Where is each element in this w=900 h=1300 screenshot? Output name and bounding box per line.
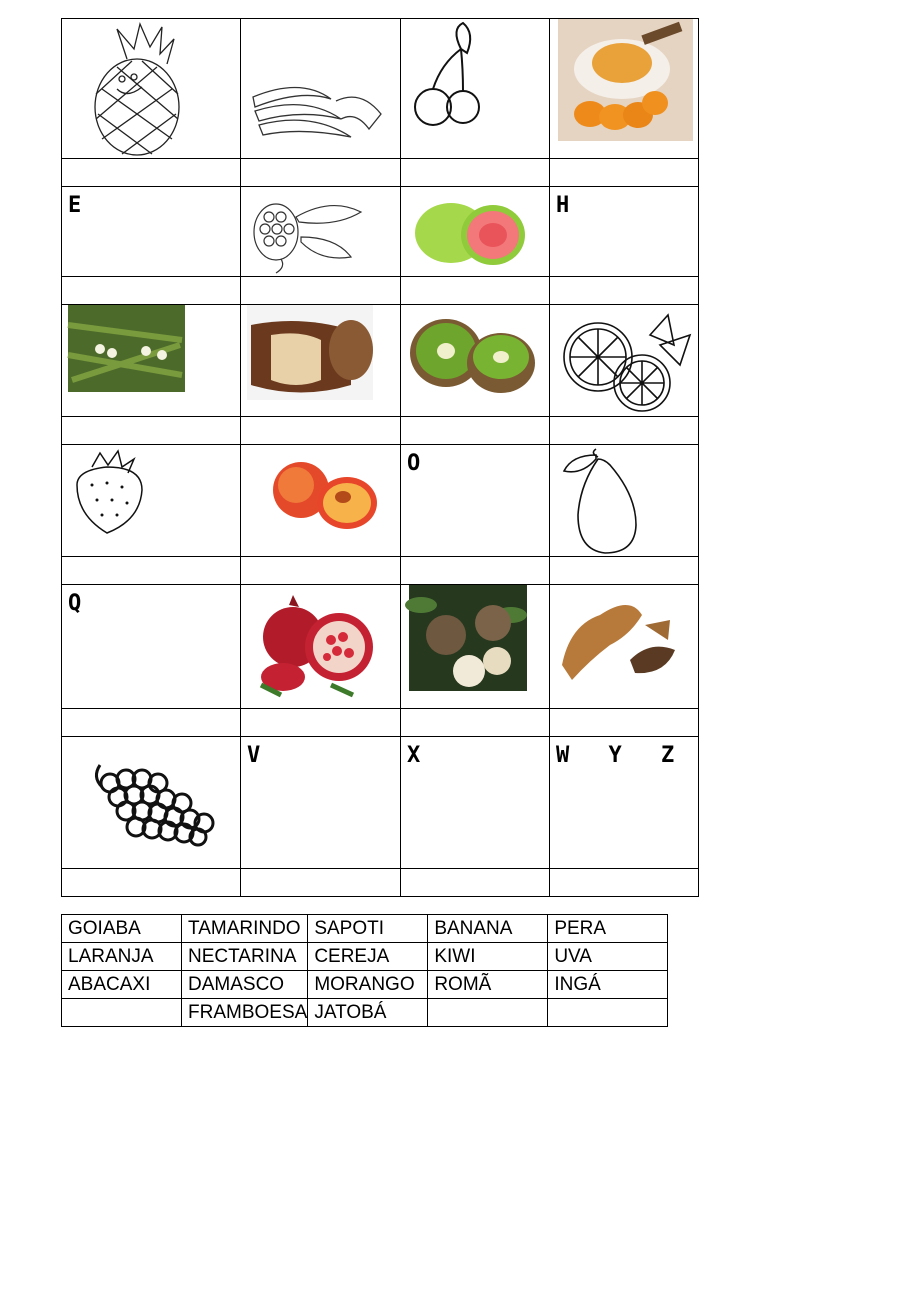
word-cell: UVA	[548, 943, 668, 971]
raspberry-icon	[241, 187, 400, 276]
letter-x: X	[407, 743, 421, 768]
cell-sapoti	[401, 585, 550, 709]
tamarind-photo	[550, 585, 698, 708]
cell-wyz	[550, 737, 699, 869]
cell-jatoba	[241, 305, 401, 417]
cell-v	[241, 737, 401, 869]
cell-kiwi	[401, 305, 550, 417]
word-cell: INGÁ	[548, 971, 668, 999]
kiwi-photo	[401, 305, 549, 416]
cell-strawberry	[62, 445, 241, 557]
word-cell: ABACAXI	[62, 971, 182, 999]
cell-q	[62, 585, 241, 709]
cell-guava	[401, 187, 550, 277]
word-cell: ROMÃ	[428, 971, 548, 999]
fruit-grid	[61, 18, 699, 897]
word-cell: MORANGO	[308, 971, 428, 999]
banana-icon	[241, 19, 400, 158]
sapoti-photo	[401, 585, 549, 708]
word-row	[62, 999, 668, 1027]
letter-wyz: W Y Z	[556, 743, 675, 768]
cherry-icon	[401, 19, 549, 158]
cell-h	[550, 187, 699, 277]
pineapple-icon	[62, 19, 240, 158]
cell-tamarind	[550, 585, 699, 709]
word-cell: JATOBÁ	[308, 999, 428, 1027]
word-cell: PERA	[548, 915, 668, 943]
cell-raspberry	[241, 187, 401, 277]
word-cell: DAMASCO	[182, 971, 308, 999]
word-row	[62, 915, 668, 943]
cell-pineapple	[62, 19, 241, 159]
word-cell	[548, 999, 668, 1027]
letter-e: E	[68, 193, 82, 218]
inga-photo	[62, 305, 240, 416]
word-cell: FRAMBOESA	[182, 999, 308, 1027]
word-cell	[62, 999, 182, 1027]
strawberry-icon	[62, 445, 240, 556]
word-row	[62, 943, 668, 971]
guava-photo	[401, 187, 549, 276]
apricot-photo	[550, 19, 698, 158]
cell-o	[401, 445, 550, 557]
word-cell: GOIABA	[62, 915, 182, 943]
cell-e	[62, 187, 241, 277]
word-cell: KIWI	[428, 943, 548, 971]
word-bank	[61, 914, 668, 1027]
jatoba-photo	[241, 305, 400, 416]
cell-apricot	[550, 19, 699, 159]
cell-pear	[550, 445, 699, 557]
orange-icon	[550, 305, 698, 416]
word-cell: LARANJA	[62, 943, 182, 971]
word-cell: SAPOTI	[308, 915, 428, 943]
letter-h: H	[556, 193, 570, 218]
word-cell: NECTARINA	[182, 943, 308, 971]
word-cell: CEREJA	[308, 943, 428, 971]
nectarine-photo	[241, 445, 400, 556]
cell-orange	[550, 305, 699, 417]
word-cell	[428, 999, 548, 1027]
cell-cherry	[401, 19, 550, 159]
letter-o: O	[407, 451, 421, 476]
pomegranate-photo	[241, 585, 400, 708]
cell-pomegranate	[241, 585, 401, 709]
cell-grape	[62, 737, 241, 869]
grape-icon	[62, 737, 240, 868]
letter-q: Q	[68, 591, 82, 616]
cell-nectarine	[241, 445, 401, 557]
cell-banana	[241, 19, 401, 159]
word-row	[62, 971, 668, 999]
word-cell: BANANA	[428, 915, 548, 943]
letter-v: V	[247, 743, 261, 768]
cell-x	[401, 737, 550, 869]
word-cell: TAMARINDO	[182, 915, 308, 943]
pear-icon	[550, 445, 698, 556]
cell-inga	[62, 305, 241, 417]
